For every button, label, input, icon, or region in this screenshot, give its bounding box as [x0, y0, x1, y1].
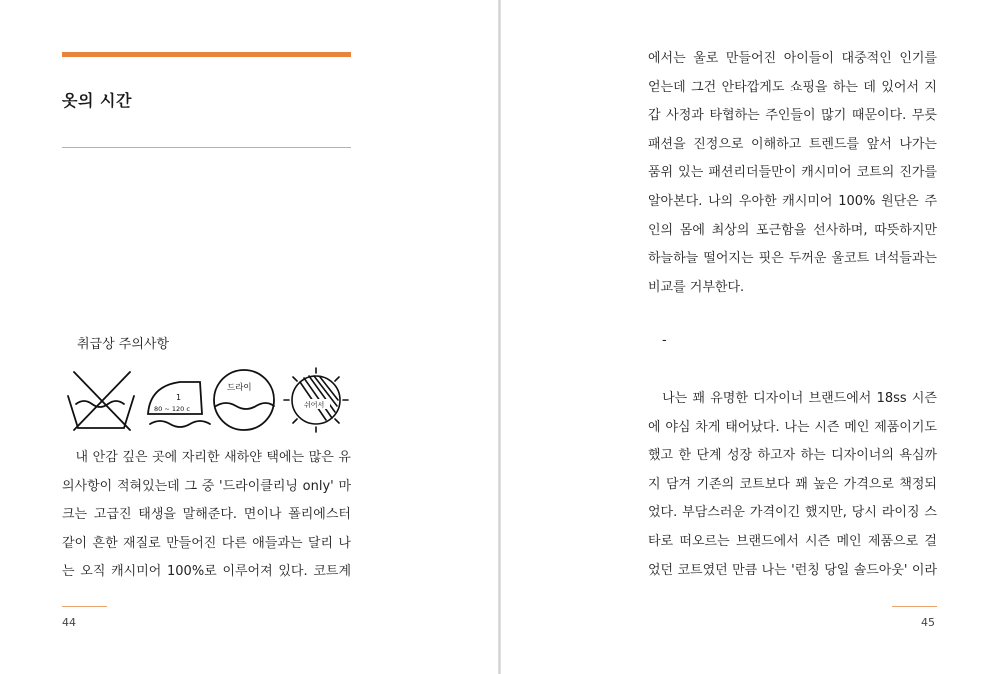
- iron-temp-range: 80 ~ 120 c: [154, 405, 190, 413]
- text-line: 얻는데 그건 안타깝게도 쇼핑을 하는 데 있어서 지: [648, 79, 937, 95]
- text-line: 에 야심 차게 태어났다. 나는 시즌 메인 제품이기도: [648, 419, 937, 435]
- section-separator: -: [662, 333, 667, 348]
- text-line: 었다. 부담스러운 가격이긴 했지만, 당시 라이징 스: [648, 505, 937, 521]
- text-line: 갑 사정과 타협하는 주인들이 많기 때문이다. 무릇: [648, 108, 937, 124]
- text-line: 었던 코트였던 만큼 나는 '런칭 당일 솔드아웃' 이라: [648, 562, 937, 578]
- no-tumble-dry-icon: [284, 368, 348, 432]
- footer-rule-left: [62, 606, 107, 607]
- text-line: 크는 고급진 태생을 말해준다. 면이나 폴리에스터: [62, 507, 351, 523]
- text-line: 하늘하늘 떨어지는 핏은 두꺼운 울코트 녀석들과는: [648, 251, 937, 267]
- care-instructions-heading: 취급상 주의사항: [77, 337, 170, 352]
- text-line: 는 오직 캐시미어 100%로 이루어져 있다. 코트계: [62, 564, 351, 580]
- footer-rule-right: [892, 606, 937, 607]
- text-line: 품위 있는 패션리더들만이 캐시미어 코트의 진가를: [648, 165, 937, 181]
- care-symbols: [64, 366, 354, 434]
- left-page: [0, 0, 498, 674]
- text-line: 의사항이 적혀있는데 그 중 '드라이클리닝 only' 마: [62, 478, 351, 494]
- iron-temp-label: 1: [176, 393, 182, 402]
- dry-clean-label: 드라이: [227, 383, 252, 393]
- chapter-accent-bar: [62, 52, 351, 57]
- dry-clean-icon: [214, 370, 274, 430]
- left-body-text: [62, 444, 351, 587]
- text-line: 알아본다. 나의 우아한 캐시미어 100% 원단은 주: [648, 193, 937, 209]
- chapter-divider: [62, 147, 351, 148]
- text-line: 타로 떠오르는 브랜드에서 시즌 메인 제품으로 걸: [648, 533, 937, 549]
- no-wash-icon: [68, 372, 134, 430]
- text-line: 에서는 울로 만들어진 아이들이 대중적인 인기를: [648, 51, 937, 66]
- text-line: 패션을 진정으로 이해하고 트렌드를 앞서 나가는: [648, 136, 937, 152]
- right-body-text-1: [648, 45, 937, 302]
- iron-icon: [148, 382, 210, 427]
- no-tumble-label: 쉬어서: [304, 401, 325, 409]
- right-body-text-2: [648, 385, 937, 585]
- page-number-right: 45: [921, 616, 935, 629]
- text-line: 지 담겨 기존의 코트보다 꽤 높은 가격으로 책정되: [648, 476, 937, 492]
- text-line-last: 비교를 거부한다.: [648, 279, 745, 295]
- text-line: 했고 한 단계 성장 하고자 하는 디자이너의 욕심까: [648, 448, 937, 464]
- text-line: 인의 몸에 최상의 포근함을 선사하며, 따뜻하지만: [648, 222, 937, 238]
- chapter-title: 옷의 시간: [62, 91, 132, 110]
- text-line: 나는 꽤 유명한 디자이너 브랜드에서 18ss 시즌: [648, 391, 937, 406]
- text-line: 내 안감 깊은 곳에 자리한 새하얀 택에는 많은 유: [62, 450, 351, 465]
- page-number-left: 44: [62, 616, 76, 629]
- text-line: 같이 흔한 재질로 만들어진 다른 애들과는 달리 나: [62, 535, 351, 551]
